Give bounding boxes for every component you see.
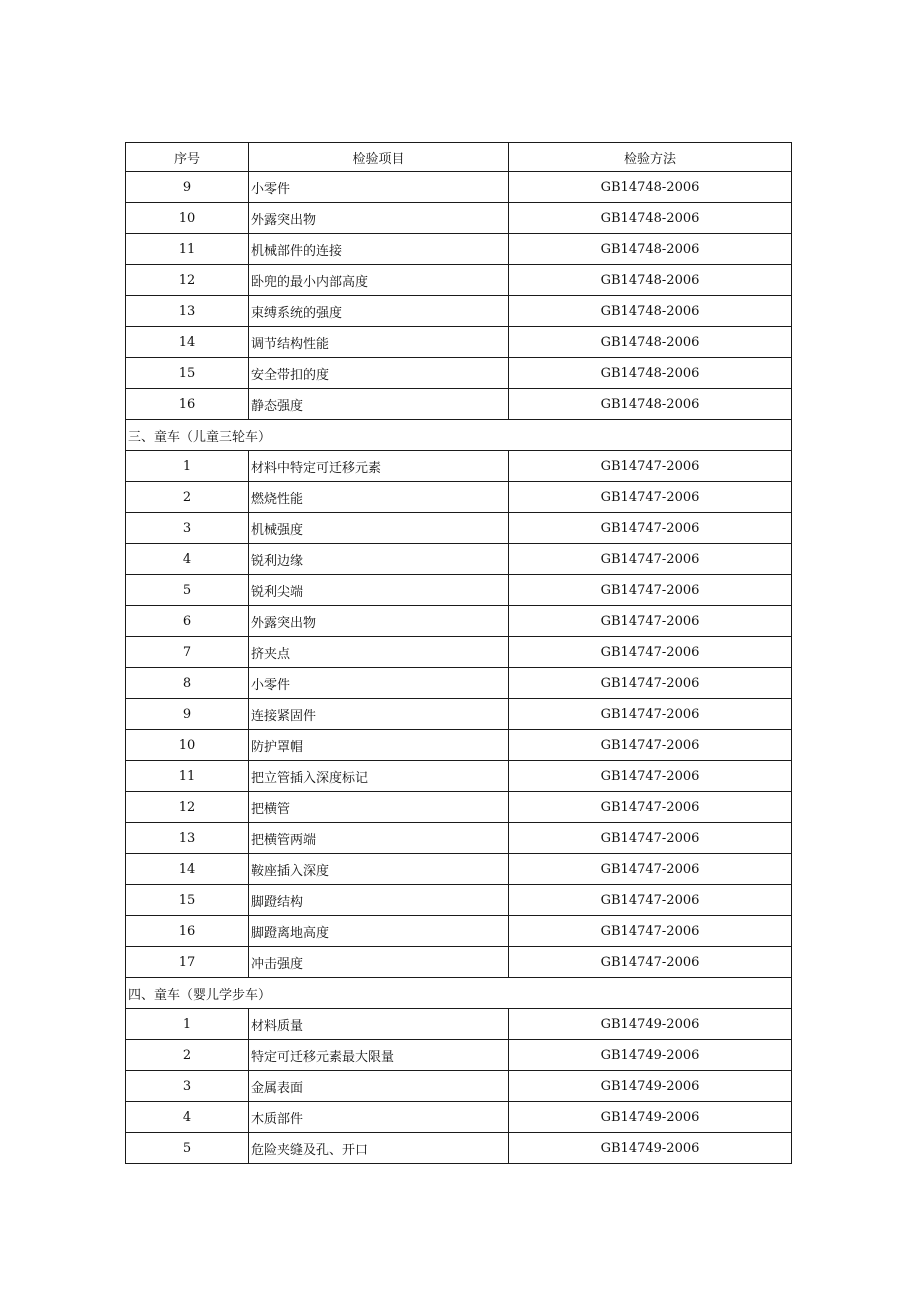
- row-number: 17: [126, 947, 249, 978]
- row-method: GB14749-2006: [509, 1009, 792, 1040]
- row-method: GB14747-2006: [509, 606, 792, 637]
- row-item: 外露突出物: [249, 203, 509, 234]
- row-number: 5: [126, 1133, 249, 1164]
- row-item: 安全带扣的度: [249, 358, 509, 389]
- row-method: GB14748-2006: [509, 327, 792, 358]
- row-number: 14: [126, 854, 249, 885]
- row-method: GB14748-2006: [509, 203, 792, 234]
- table-row: [126, 761, 792, 792]
- row-method: GB14748-2006: [509, 234, 792, 265]
- table-row: [126, 172, 792, 203]
- row-method: GB14748-2006: [509, 172, 792, 203]
- section-header-row: [126, 978, 792, 1009]
- row-item: 卧兜的最小内部高度: [249, 265, 509, 296]
- row-item: 脚蹬离地高度: [249, 916, 509, 947]
- row-method: GB14747-2006: [509, 885, 792, 916]
- row-method: GB14747-2006: [509, 792, 792, 823]
- table-row: [126, 234, 792, 265]
- row-number: 9: [126, 699, 249, 730]
- table-row: [126, 1040, 792, 1071]
- row-method: GB14747-2006: [509, 482, 792, 513]
- row-item: 小零件: [249, 172, 509, 203]
- row-number: 14: [126, 327, 249, 358]
- header-method: 检验方法: [509, 143, 792, 172]
- row-number: 15: [126, 358, 249, 389]
- row-number: 12: [126, 265, 249, 296]
- row-number: 10: [126, 203, 249, 234]
- row-method: GB14747-2006: [509, 699, 792, 730]
- table-row: [126, 482, 792, 513]
- row-item: 连接紧固件: [249, 699, 509, 730]
- row-method: GB14749-2006: [509, 1071, 792, 1102]
- row-number: 1: [126, 451, 249, 482]
- section-header-row: [126, 420, 792, 451]
- table-row: [126, 637, 792, 668]
- row-item: 把横管两端: [249, 823, 509, 854]
- table-header-row: [126, 143, 792, 172]
- row-item: 防护罩帽: [249, 730, 509, 761]
- table-row: [126, 327, 792, 358]
- row-item: 小零件: [249, 668, 509, 699]
- row-method: GB14747-2006: [509, 668, 792, 699]
- row-number: 13: [126, 296, 249, 327]
- row-item: 冲击强度: [249, 947, 509, 978]
- table-row: [126, 1071, 792, 1102]
- row-item: 调节结构性能: [249, 327, 509, 358]
- table-row: [126, 1102, 792, 1133]
- table-row: [126, 668, 792, 699]
- header-item: 检验项目: [249, 143, 509, 172]
- row-item: 特定可迁移元素最大限量: [249, 1040, 509, 1071]
- row-number: 3: [126, 1071, 249, 1102]
- row-method: GB14748-2006: [509, 265, 792, 296]
- row-item: 金属表面: [249, 1071, 509, 1102]
- table-row: [126, 823, 792, 854]
- row-method: GB14748-2006: [509, 296, 792, 327]
- row-method: GB14747-2006: [509, 730, 792, 761]
- row-item: 鞍座插入深度: [249, 854, 509, 885]
- row-method: GB14747-2006: [509, 823, 792, 854]
- row-number: 16: [126, 389, 249, 420]
- row-method: GB14748-2006: [509, 358, 792, 389]
- row-method: GB14747-2006: [509, 575, 792, 606]
- row-number: 10: [126, 730, 249, 761]
- table-row: [126, 296, 792, 327]
- row-item: 挤夹点: [249, 637, 509, 668]
- row-method: GB14747-2006: [509, 947, 792, 978]
- row-number: 9: [126, 172, 249, 203]
- table-row: [126, 606, 792, 637]
- row-item: 材料质量: [249, 1009, 509, 1040]
- row-number: 4: [126, 1102, 249, 1133]
- row-method: GB14747-2006: [509, 854, 792, 885]
- header-no: 序号: [126, 143, 249, 172]
- table-row: [126, 792, 792, 823]
- row-number: 3: [126, 513, 249, 544]
- row-number: 13: [126, 823, 249, 854]
- row-number: 16: [126, 916, 249, 947]
- table-row: [126, 451, 792, 482]
- row-number: 6: [126, 606, 249, 637]
- section-title: 四、童车（婴儿学步车）: [126, 978, 792, 1009]
- table-body: [126, 143, 792, 1164]
- row-item: 脚蹬结构: [249, 885, 509, 916]
- row-number: 1: [126, 1009, 249, 1040]
- row-item: 束缚系统的强度: [249, 296, 509, 327]
- row-number: 8: [126, 668, 249, 699]
- table-row: [126, 358, 792, 389]
- row-number: 2: [126, 1040, 249, 1071]
- row-item: 外露突出物: [249, 606, 509, 637]
- row-number: 12: [126, 792, 249, 823]
- row-number: 11: [126, 234, 249, 265]
- row-item: 机械部件的连接: [249, 234, 509, 265]
- row-method: GB14747-2006: [509, 451, 792, 482]
- row-item: 把横管: [249, 792, 509, 823]
- row-number: 4: [126, 544, 249, 575]
- table-row: [126, 885, 792, 916]
- table-row: [126, 575, 792, 606]
- row-method: GB14747-2006: [509, 544, 792, 575]
- table-row: [126, 916, 792, 947]
- row-method: GB14747-2006: [509, 761, 792, 792]
- row-item: 材料中特定可迁移元素: [249, 451, 509, 482]
- table-row: [126, 203, 792, 234]
- row-item: 锐利边缘: [249, 544, 509, 575]
- row-method: GB14748-2006: [509, 389, 792, 420]
- row-item: 危险夹缝及孔、开口: [249, 1133, 509, 1164]
- row-number: 2: [126, 482, 249, 513]
- row-number: 15: [126, 885, 249, 916]
- row-number: 7: [126, 637, 249, 668]
- table-row: [126, 513, 792, 544]
- table-row: [126, 1009, 792, 1040]
- row-item: 静态强度: [249, 389, 509, 420]
- table-row: [126, 730, 792, 761]
- section-title: 三、童车（儿童三轮车）: [126, 420, 792, 451]
- row-item: 木质部件: [249, 1102, 509, 1133]
- row-method: GB14747-2006: [509, 916, 792, 947]
- row-item: 燃烧性能: [249, 482, 509, 513]
- row-number: 5: [126, 575, 249, 606]
- table-row: [126, 699, 792, 730]
- row-item: 把立管插入深度标记: [249, 761, 509, 792]
- table-row: [126, 265, 792, 296]
- row-item: 机械强度: [249, 513, 509, 544]
- table-row: [126, 1133, 792, 1164]
- row-method: GB14749-2006: [509, 1133, 792, 1164]
- table-row: [126, 544, 792, 575]
- table-row: [126, 947, 792, 978]
- row-method: GB14747-2006: [509, 513, 792, 544]
- table-row: [126, 389, 792, 420]
- row-method: GB14747-2006: [509, 637, 792, 668]
- row-number: 11: [126, 761, 249, 792]
- inspection-table: [125, 142, 792, 1164]
- row-method: GB14749-2006: [509, 1102, 792, 1133]
- row-method: GB14749-2006: [509, 1040, 792, 1071]
- table-row: [126, 854, 792, 885]
- row-item: 锐利尖端: [249, 575, 509, 606]
